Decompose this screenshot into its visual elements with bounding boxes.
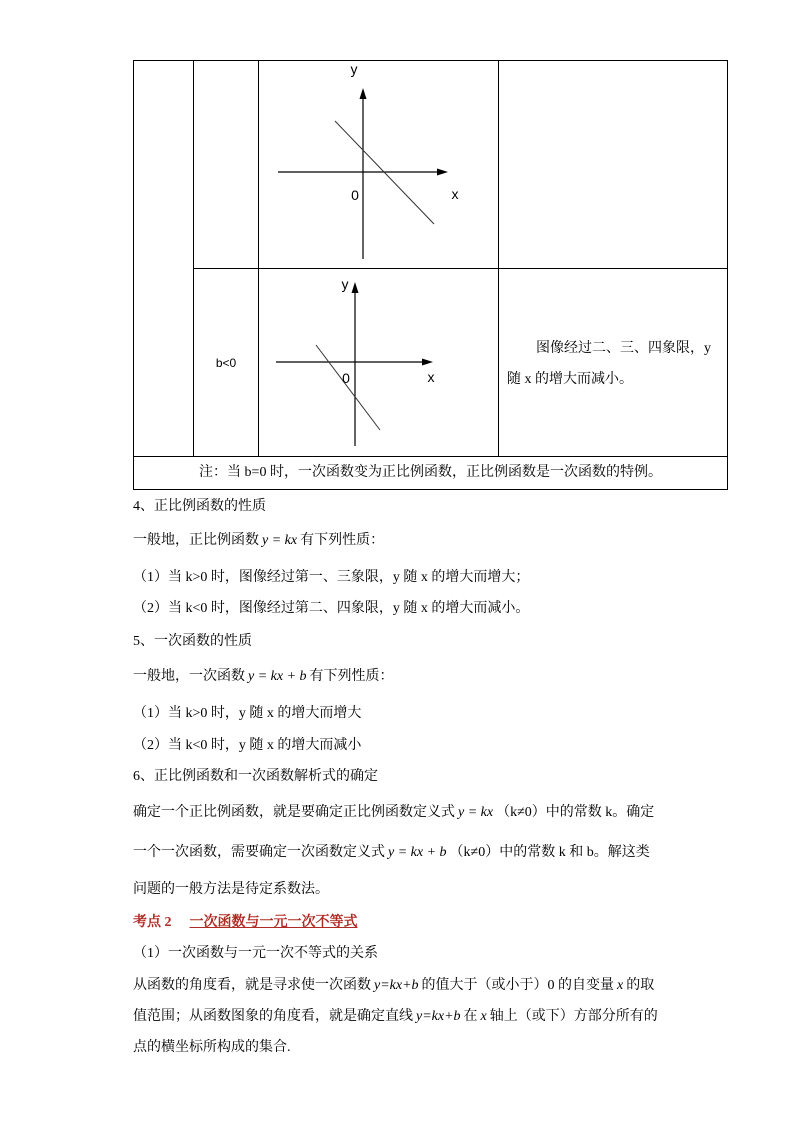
kaodian-2-line-1 bbox=[133, 976, 654, 996]
y-axis-arrow bbox=[360, 88, 367, 99]
variable: x bbox=[480, 1009, 487, 1024]
formula: y=kx+b bbox=[374, 978, 419, 993]
formula: y=kx+b bbox=[416, 1009, 461, 1024]
kaodian-2-line-3: 点的横坐标所构成的集合. bbox=[133, 1040, 291, 1055]
kaodian-label: 考点 2 bbox=[133, 915, 172, 930]
condition-cell-b-negative bbox=[194, 269, 259, 457]
function-line bbox=[316, 345, 380, 430]
section-4-intro bbox=[133, 531, 384, 551]
x-axis-arrow bbox=[422, 359, 433, 366]
paragraph-text: 确定一个正比例函数，就是要确定正比例函数定义式 bbox=[133, 805, 455, 820]
category-cell bbox=[134, 61, 194, 457]
section-5-item-2: （2）当 k<0 时，y 随 x 的增大而减小 bbox=[133, 738, 362, 753]
graph-cell-b-positive bbox=[259, 61, 499, 269]
paragraph-text: 轴上（或下）方部分所有的 bbox=[489, 1009, 658, 1024]
section-4-item-1: （1）当 k>0 时，图像经过第一、三象限，y 随 x 的增大而增大； bbox=[133, 570, 530, 585]
origin-label: 0 bbox=[351, 187, 359, 203]
description-cell-b-negative bbox=[499, 269, 727, 457]
kaodian-2-heading bbox=[133, 913, 358, 933]
section-6-line-3: 问题的一般方法是待定系数法。 bbox=[133, 882, 329, 897]
y-axis-label: y bbox=[341, 276, 349, 292]
x-axis-arrow bbox=[437, 169, 448, 176]
section-4-item-2: （2）当 k<0 时，图像经过第二、四象限，y 随 x 的增大而减小。 bbox=[133, 601, 530, 616]
variable: x bbox=[617, 978, 624, 993]
paragraph-text: 值范围；从函数图象的角度看，就是确定直线 bbox=[133, 1009, 413, 1024]
condition-cell-b-positive bbox=[194, 61, 259, 269]
section-5-item-1: （1）当 k>0 时，y 随 x 的增大而增大 bbox=[133, 706, 362, 721]
formula: y = kx + b bbox=[248, 669, 307, 684]
formula: y = kx + b bbox=[388, 845, 447, 860]
linear-function-graph-table bbox=[133, 60, 728, 490]
kaodian-title: 一次函数与一元一次不等式 bbox=[189, 915, 358, 930]
section-5-heading: 5、一次函数的性质 bbox=[133, 634, 252, 649]
section-6-heading: 6、正比例函数和一次函数解析式的确定 bbox=[133, 769, 378, 784]
graph-cell-b-negative bbox=[259, 269, 499, 457]
kaodian-2-line-2 bbox=[133, 1007, 658, 1027]
intro-text: 有下列性质： bbox=[309, 669, 394, 684]
section-5-intro bbox=[133, 667, 394, 687]
condition-label: b<0 bbox=[215, 355, 237, 370]
intro-text: 一般地，正比例函数 bbox=[133, 533, 259, 548]
section-6-line-2 bbox=[133, 843, 650, 863]
y-axis-label: y bbox=[350, 61, 358, 77]
paragraph-text: （k≠0）中的常数 k。确定 bbox=[496, 805, 655, 820]
paragraph-text: 一个一次函数，需要确定一次函数定义式 bbox=[133, 845, 385, 860]
paragraph-text: 从函数的角度看，就是寻求使一次函数 bbox=[133, 978, 371, 993]
description-line-2: 随 x 的增大而减小。 bbox=[507, 372, 633, 387]
formula: y = kx bbox=[458, 805, 494, 820]
graph-b-negative bbox=[259, 269, 498, 456]
description-line-1: 图像经过二、三、四象限，y bbox=[536, 341, 711, 356]
section-6-line-1 bbox=[133, 803, 654, 823]
paragraph-text: 的取 bbox=[626, 978, 655, 993]
intro-text: 一般地，一次函数 bbox=[133, 669, 245, 684]
origin-label: 0 bbox=[342, 370, 350, 386]
paragraph-text: 的值大于（或小于）0 的自变量 bbox=[421, 978, 615, 993]
section-4-heading: 4、正比例函数的性质 bbox=[133, 499, 266, 514]
y-axis-arrow bbox=[352, 282, 359, 293]
table-note bbox=[134, 457, 727, 489]
formula: y = kx bbox=[262, 533, 298, 548]
graph-b-positive bbox=[259, 61, 498, 268]
x-axis-label: x bbox=[451, 186, 459, 202]
description-cell-b-positive bbox=[499, 61, 727, 269]
paragraph-text: 在 bbox=[463, 1009, 478, 1024]
intro-text: 有下列性质： bbox=[300, 533, 385, 548]
x-axis-label: x bbox=[427, 369, 435, 385]
paragraph-text: （k≠0）中的常数 k 和 b。解这类 bbox=[449, 845, 650, 860]
kaodian-2-subheading: （1）一次函数与一元一次不等式的关系 bbox=[133, 946, 378, 961]
note-text: 注：当 b=0 时，一次函数变为正比例函数，正比例函数是一次函数的特例。 bbox=[199, 465, 662, 480]
